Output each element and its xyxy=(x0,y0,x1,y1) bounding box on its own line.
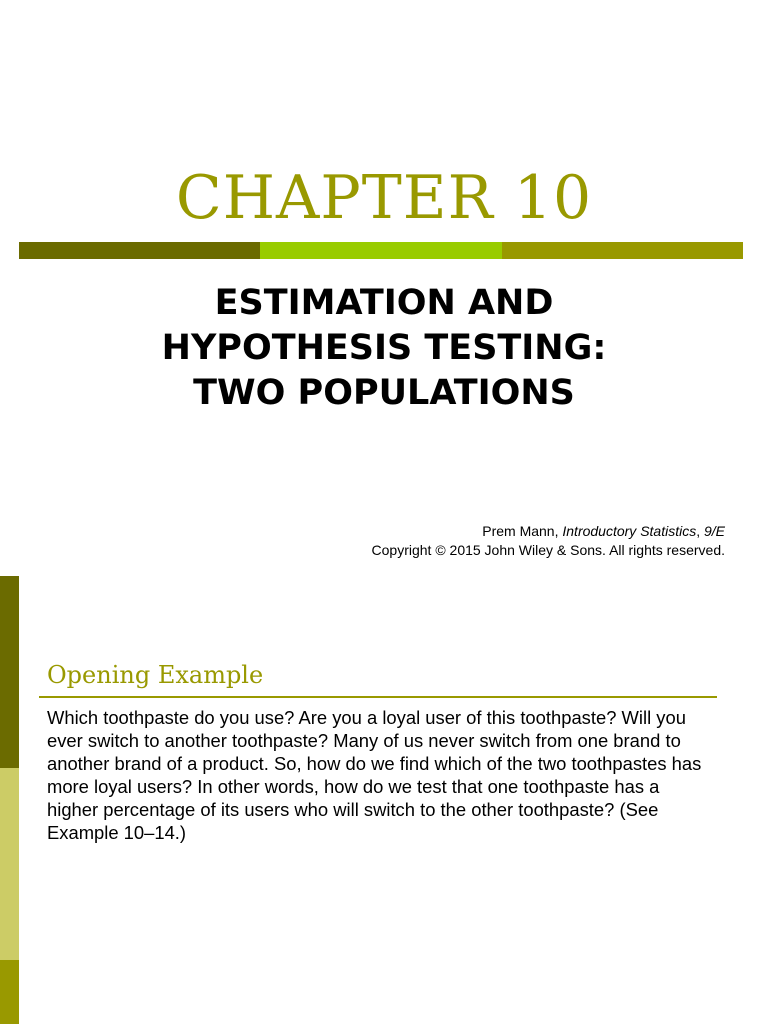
credit-book-line xyxy=(372,522,725,541)
body-line: ever switch to another toothpaste? Many of us never switch from one brand to xyxy=(47,730,681,751)
body-paragraph xyxy=(47,706,747,844)
credit-block xyxy=(372,522,725,560)
copyright-line: Copyright © 2015 John Wiley & Sons. All rights reserved. xyxy=(371,542,725,558)
section-heading: Opening Example xyxy=(47,661,264,689)
body-line: higher percentage of its users who will switch to the other toothpaste? (See xyxy=(47,799,659,820)
credit-separator: , xyxy=(696,523,704,539)
chapter-title: CHAPTER 10 xyxy=(175,163,593,233)
main-title xyxy=(0,281,768,416)
side-accent-bar xyxy=(0,576,19,1024)
title-divider-bar xyxy=(19,242,743,259)
main-title-line-2: HYPOTHESIS TESTING: xyxy=(161,328,607,368)
body-line: Example 10–14.) xyxy=(47,822,187,843)
main-title-line-3: TWO POPULATIONS xyxy=(193,373,575,413)
title-bar-segment-dark xyxy=(19,242,260,259)
credit-edition: 9/E xyxy=(703,523,725,539)
main-title-line-1: ESTIMATION AND xyxy=(214,283,554,323)
body-line: another brand of a product. So, how do we find which of the two toothpastes has xyxy=(47,753,702,774)
title-bar-segment-lime xyxy=(260,242,501,259)
side-bar-segment-olive xyxy=(0,960,19,1024)
body-line: Which toothpaste do you use? Are you a loyal user of this toothpaste? Will you xyxy=(47,707,686,728)
credit-author: Prem Mann, xyxy=(482,523,563,539)
credit-book-title: Introductory Statistics xyxy=(562,523,697,539)
heading-underline xyxy=(39,696,717,698)
side-bar-segment-light xyxy=(0,768,19,960)
body-line: more loyal users? In other words, how do we test that one toothpaste has a xyxy=(47,776,660,797)
title-bar-segment-olive xyxy=(502,242,743,259)
slide-opening-example xyxy=(0,576,768,1024)
side-bar-segment-dark xyxy=(0,576,19,768)
